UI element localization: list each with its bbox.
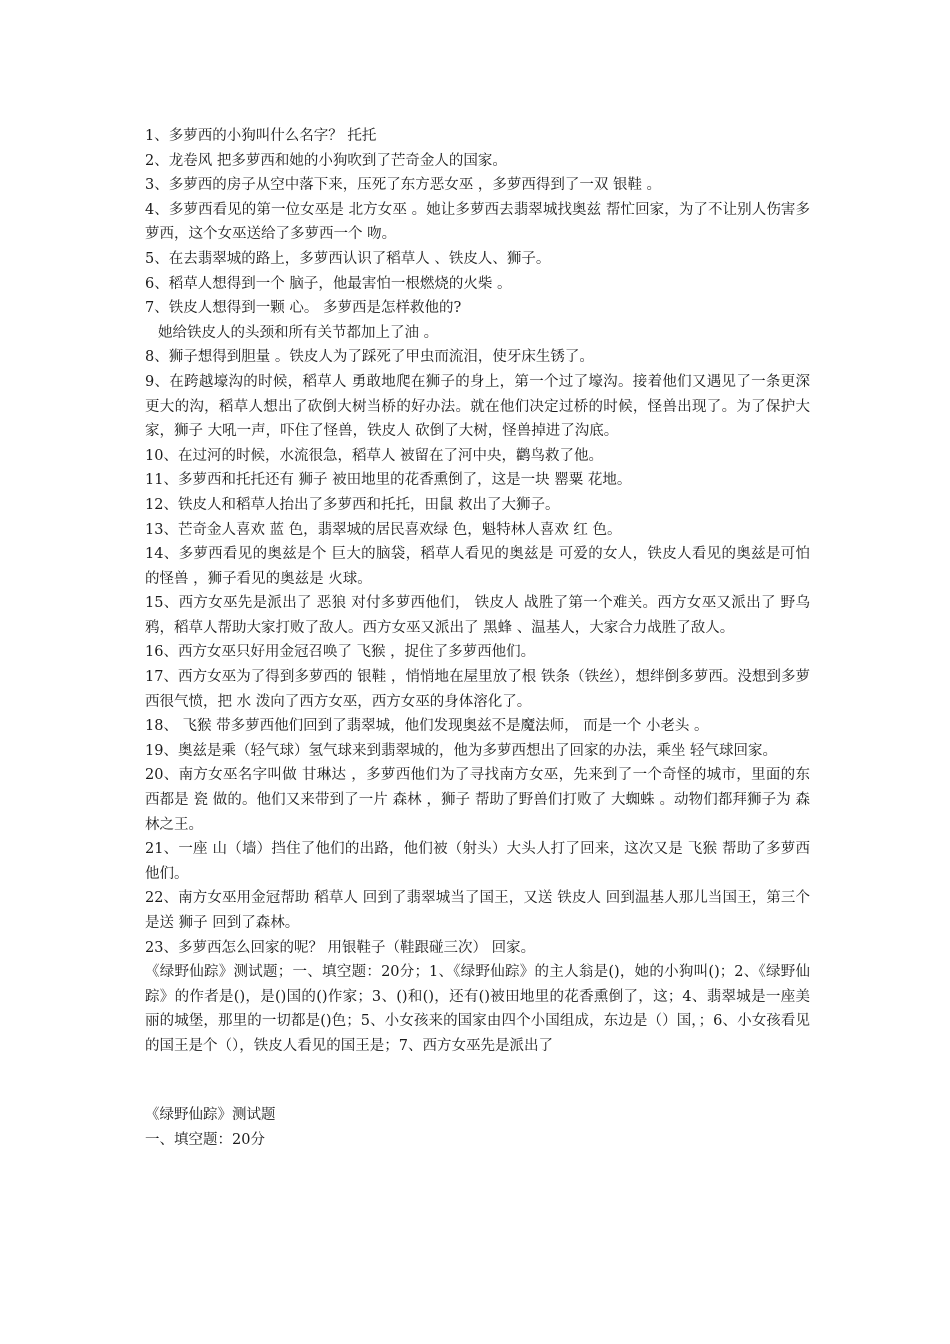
question-3: 3、多萝西的房子从空中落下来，压死了东方恶女巫 ，多萝西得到了一双 银鞋 。 xyxy=(145,177,662,194)
question-14: 14、多萝西看见的奥兹是个 巨大的脑袋，稻草人看见的奥兹是 可爱的女人，铁皮人看见的奥兹是可怕的怪兽 ，狮子看见的奥兹是 火球。 xyxy=(145,546,810,587)
question-1: 1、多萝西的小狗叫什么名字？ 托托 xyxy=(145,128,377,144)
question-7: 7、铁皮人想得到一颗 心。 多萝西是怎样救他的? xyxy=(145,300,462,317)
answer-list xyxy=(145,124,810,1059)
section-subtitle: 一、填空题：20分 xyxy=(145,1131,265,1148)
question-8: 8、狮子想得到胆量 。铁皮人为了踩死了甲虫而流泪，使牙床生锈了。 xyxy=(145,349,594,366)
question-4: 4、多萝西看见的第一位女巫是 北方女巫 。她让多萝西去翡翠城找奥兹 帮忙回家，为了不让别人伤害多萝西，这个女巫送给了多萝西一个 吻。 xyxy=(145,201,810,243)
question-23: 23、多萝西怎么回家的呢？ 用银鞋子（鞋跟碰三次） 回家。 xyxy=(145,939,536,956)
question-22: 22、南方女巫用金冠帮助 稻草人 回到了翡翠城当了国王，又送 铁皮人 回到温基人那儿当国王，第三个是送 狮子 回到了森林。 xyxy=(145,890,810,931)
section-gap xyxy=(145,1059,810,1103)
question-16: 16、西方女巫只好用金冠召唤了 飞猴 ，捉住了多萝西他们。 xyxy=(145,644,536,661)
question-19: 19、奥兹是乘（轻气球）氢气球来到翡翠城的，他为多萝西想出了回家的办法，乘坐 轻气球回家。 xyxy=(145,742,778,759)
question-9: 9、在跨越壕沟的时候，稻草人 勇敢地爬在狮子的身上，第一个过了壕沟。接着他们又遇见了一条更深更大的沟，稻草人想出了砍倒大树当桥的好办法。就在他们决定过桥的时候，怪兽出现了。为了保护大家，狮子 大吼一声，吓住了怪兽，铁皮人 砍倒了大树，怪兽掉进了沟底。 xyxy=(145,373,810,440)
question-17: 17、西方女巫为了得到多萝西的 银鞋 ，悄悄地在屋里放了根 铁条（铁丝），想绊倒多萝西。没想到多萝西很气愤，把 水 泼向了西方女巫，西方女巫的身体溶化了。 xyxy=(145,669,810,710)
question-2: 2、龙卷风 把多萝西和她的小狗吹到了芒奇金人的国家。 xyxy=(145,152,507,169)
question-6: 6、稻草人想得到一个 脑子，他最害怕一根燃烧的火柴 。 xyxy=(145,275,512,292)
question-5: 5、在去翡翠城的路上，多萝西认识了稻草人 、铁皮人、狮子。 xyxy=(145,250,551,267)
question-20: 20、南方女巫名字叫做 甘琳达 ，多萝西他们为了寻找南方女巫，先来到了一个奇怪的城市，里面的东西都是 瓷 做的。他们又来带到了一片 森林 ，狮子 帮助了野兽们打败了 大蜘蛛 。动物们都拜狮子为 森林之王。 xyxy=(145,767,810,833)
document-page xyxy=(145,124,810,1153)
test-section xyxy=(145,1103,810,1153)
test-summary-paragraph: 《绿野仙踪》测试题；一、填空题：20分；1、《绿野仙踪》的主人翁是()，她的小狗叫()；2、《绿野仙踪》的作者是()，是()国的()作家；3、()和()，还有()被田地里的花香熏倒了，这；4、翡翠城是一座美丽的城堡，那里的一切都是()色；5、小女孩来的国家由四个小国组成，东边是（）国，；6、小女孩看见的国王是个（），铁皮人看见的国王是；7、西方女巫先是派出了 xyxy=(145,964,810,1054)
question-21: 21、一座 山（墙）挡住了他们的出路，他们被（射头）大头人打了回来，这次又是 飞猴 帮助了多萝西他们。 xyxy=(145,841,810,882)
section-title: 《绿野仙踪》测试题 xyxy=(145,1106,276,1123)
question-12: 12、铁皮人和稻草人抬出了多萝西和托托，田鼠 救出了大狮子。 xyxy=(145,496,560,513)
question-18: 18、 飞猴 带多萝西他们回到了翡翠城，他们发现奥兹不是魔法师， 而是一个 小老头 。 xyxy=(145,718,709,735)
question-11: 11、多萝西和托托还有 狮子 被田地里的花香熏倒了，这是一块 罂粟 花地。 xyxy=(145,472,632,489)
question-13: 13、芒奇金人喜欢 蓝 色，翡翠城的居民喜欢绿 色，魁特林人喜欢 红 色。 xyxy=(145,521,622,538)
question-7-answer: 她给铁皮人的头颈和所有关节都加上了油 。 xyxy=(158,324,439,341)
question-15: 15、西方女巫先是派出了 恶狼 对付多萝西他们， 铁皮人 战胜了第一个难关。西方女巫又派出了 野乌鸦，稻草人帮助大家打败了敌人。西方女巫又派出了 黑蜂 、温基人，大家合力战胜了敌人。 xyxy=(145,595,810,636)
question-10: 10、在过河的时候，水流很急，稻草人 被留在了河中央，鹳鸟救了他。 xyxy=(145,447,604,464)
